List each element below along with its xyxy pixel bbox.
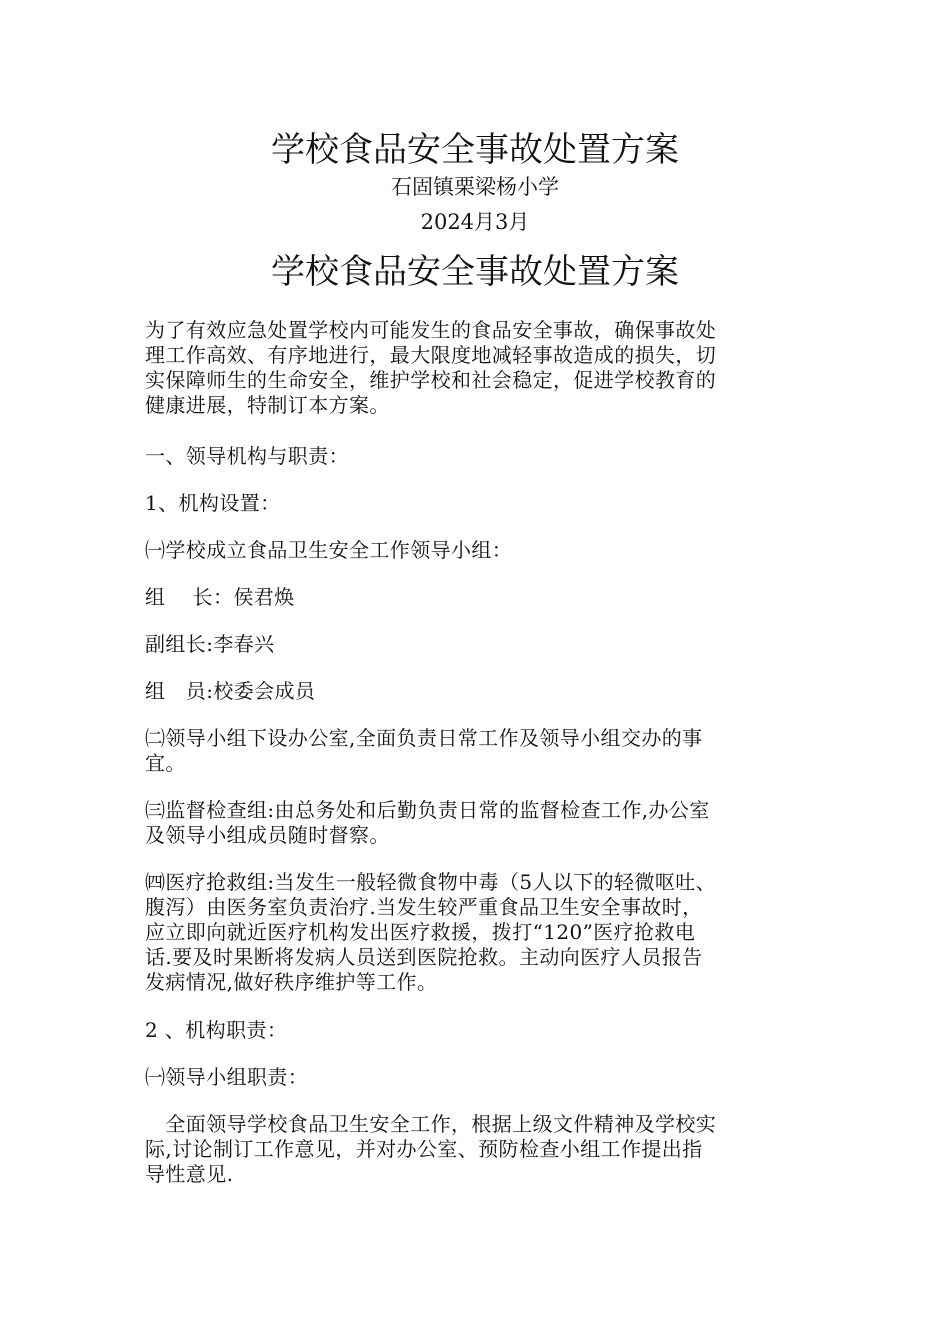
item-medical-line: 腹泻）由医务室负责治疗.当发生较严重食品卫生安全事故时， (145, 895, 703, 919)
duty-text-line: 全面领导学校食品卫生安全工作，根据上级文件精神及学校实 (145, 1112, 717, 1136)
item-medical-line: 应立即向就近医疗机构发出医疗救援，拨打“120”医疗抢救电 (145, 920, 696, 944)
intro-line: 实保障师生的生命安全，维护学校和社会稳定，促进学校教育的 (145, 368, 717, 392)
duty-text-line: 导性意见. (145, 1162, 234, 1186)
group-members: 组 员:校委会成员 (145, 679, 316, 703)
section-heading-leadership: 一、领导机构与职责： (145, 444, 349, 468)
item-office-line: 宜。 (145, 751, 186, 775)
item-leadership-group: ㈠学校成立食品卫生安全工作领导小组： (145, 538, 513, 562)
intro-paragraph (145, 318, 805, 418)
subsection-heading-duties: 2 、机构职责： (145, 1018, 288, 1042)
item-medical-group (145, 870, 805, 995)
item-medical-line: 话.要及时果断将发病人员送到医院抢救。主动向医疗人员报告 (145, 945, 703, 969)
item-office (145, 726, 805, 776)
item-inspection-group (145, 798, 805, 848)
intro-line: 为了有效应急处置学校内可能发生的食品安全事故，确保事故处 (145, 318, 717, 342)
item-medical-line: 发病情况,做好秩序维护等工作。 (145, 970, 438, 994)
item-medical-line: ㈣医疗抢救组:当发生一般轻微食物中毒（5人以下的轻微呕吐、 (145, 870, 717, 894)
item-office-line: ㈡领导小组下设办公室,全面负责日常工作及领导小组交办的事 (145, 726, 703, 750)
document-title-repeat: 学校食品安全事故处置方案 (271, 252, 679, 292)
duty-item-leadership: ㈠领导小组职责： (145, 1065, 309, 1089)
group-leader: 组 长：侯君焕 (145, 585, 295, 609)
school-name: 石固镇栗梁杨小学 (391, 175, 559, 199)
intro-line: 健康进展，特制订本方案。 (145, 393, 390, 417)
intro-line: 理工作高效、有序地进行，最大限度地减轻事故造成的损失，切 (145, 343, 717, 367)
duty-text-paragraph (145, 1112, 805, 1187)
deputy-leader: 副组长:李春兴 (145, 632, 275, 656)
document-title: 学校食品安全事故处置方案 (271, 130, 679, 170)
subsection-heading-setup: 1、机构设置： (145, 491, 281, 515)
document-date: 2024月3月 (420, 210, 530, 234)
item-inspection-line: 及领导小组成员随时督察。 (145, 823, 390, 847)
item-inspection-line: ㈢监督检查组:由总务处和后勤负责日常的监督检查工作,办公室 (145, 798, 710, 822)
duty-text-line: 际,讨论制订工作意见，并对办公室、预防检查小组工作提出指 (145, 1137, 703, 1161)
